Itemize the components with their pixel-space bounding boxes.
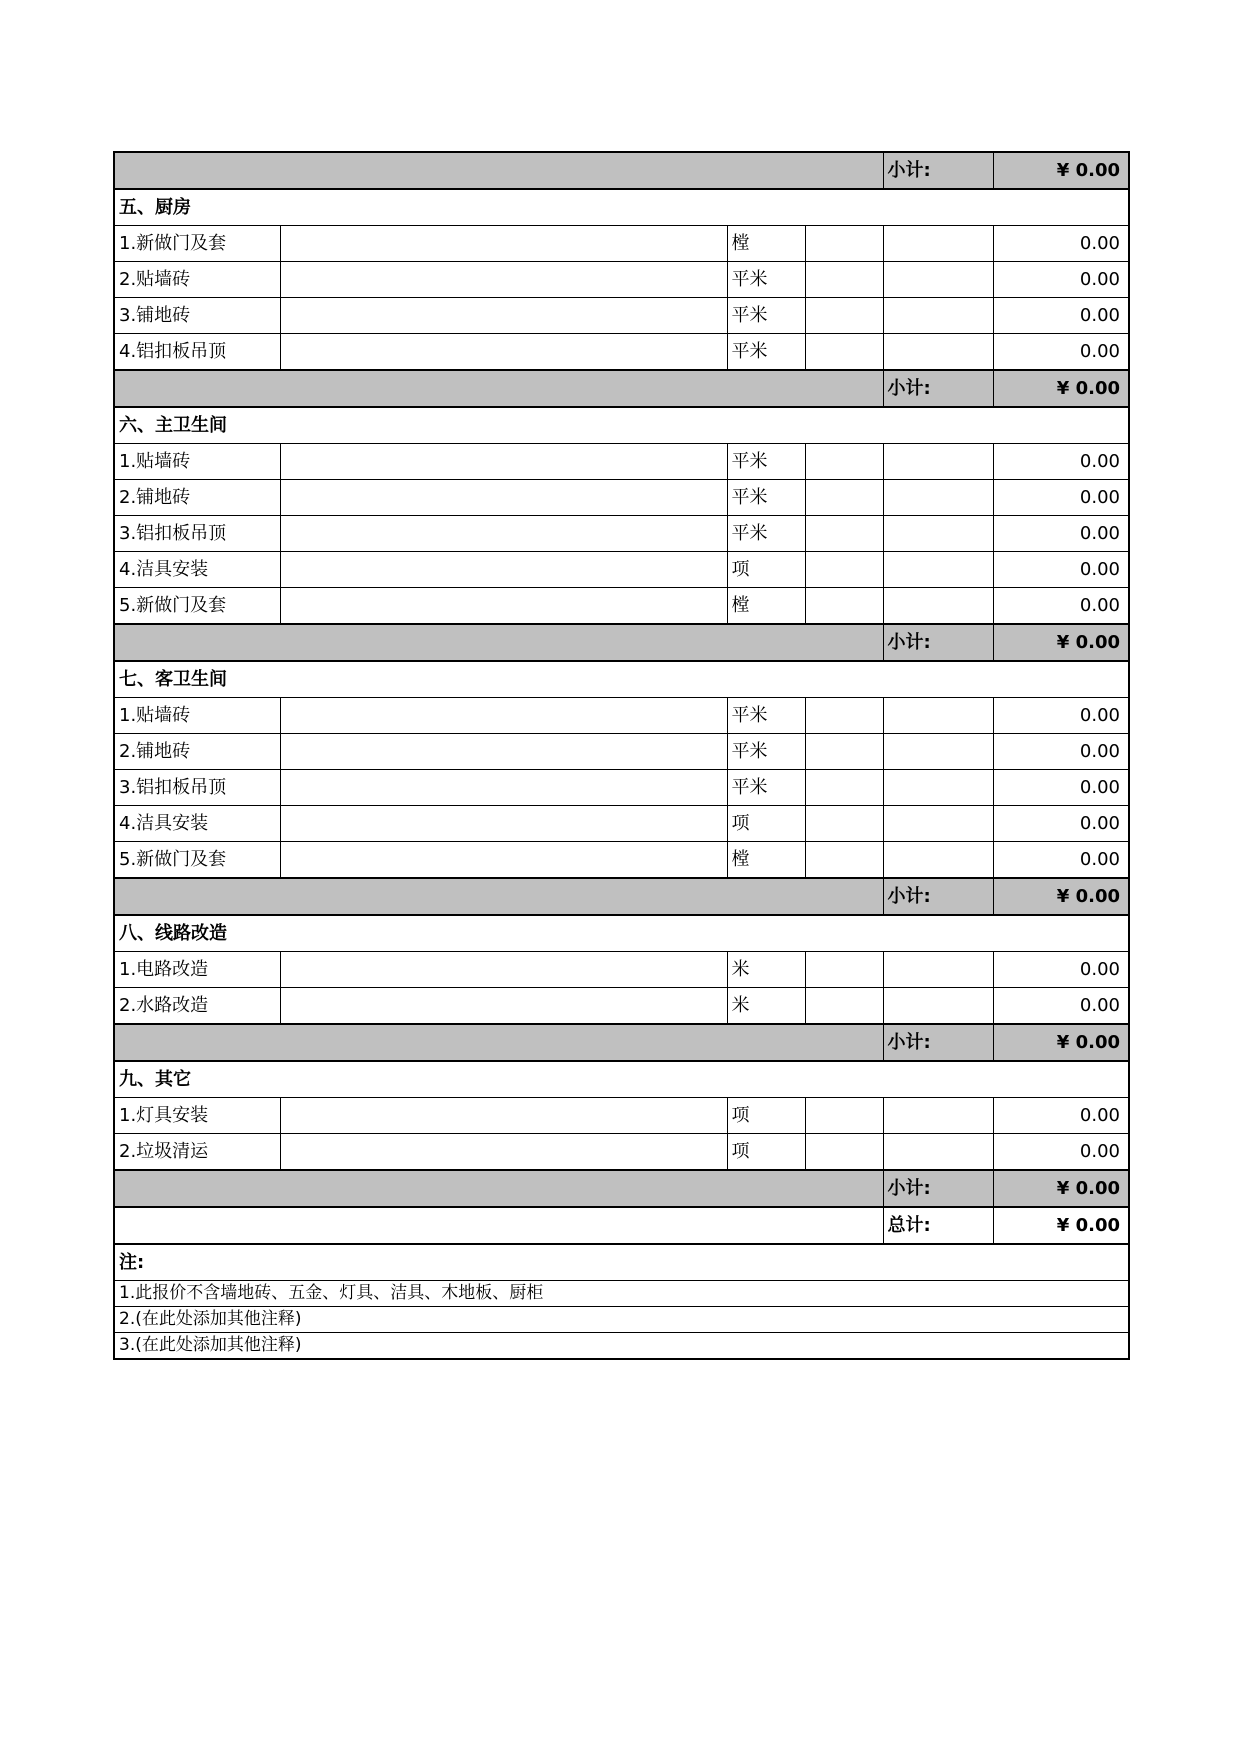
total-value: ¥ 0.00 <box>993 1207 1129 1244</box>
item-row <box>114 226 1129 262</box>
item-row <box>114 806 1129 842</box>
item-row <box>114 552 1129 588</box>
subtotal-value: ¥ 0.00 <box>993 878 1129 915</box>
subtotal-label: 小计: <box>883 152 993 189</box>
item-spec-cell <box>280 806 727 842</box>
top-subtotal-row <box>114 152 1129 189</box>
item-price-cell <box>883 226 993 262</box>
item-row <box>114 1134 1129 1171</box>
item-quantity-cell <box>805 952 883 988</box>
item-spec-cell <box>280 734 727 770</box>
subtotal-blank-cell <box>114 152 883 189</box>
item-row <box>114 334 1129 371</box>
item-name: 5.新做门及套 <box>114 842 280 879</box>
item-amount: 0.00 <box>993 298 1129 334</box>
item-quantity-cell <box>805 516 883 552</box>
item-unit: 米 <box>727 988 805 1025</box>
item-row <box>114 734 1129 770</box>
section-title: 六、主卫生间 <box>114 407 1129 444</box>
item-name: 4.洁具安装 <box>114 552 280 588</box>
item-spec-cell <box>280 988 727 1025</box>
item-amount: 0.00 <box>993 806 1129 842</box>
total-blank-cell <box>114 1207 883 1244</box>
subtotal-value: ¥ 0.00 <box>993 1024 1129 1061</box>
item-price-cell <box>883 698 993 734</box>
item-unit: 项 <box>727 552 805 588</box>
note-line: 3.(在此处添加其他注释) <box>114 1333 1129 1360</box>
item-name: 4.洁具安装 <box>114 806 280 842</box>
item-spec-cell <box>280 480 727 516</box>
item-amount: 0.00 <box>993 770 1129 806</box>
subtotal-row <box>114 878 1129 915</box>
subtotal-row <box>114 1170 1129 1207</box>
item-price-cell <box>883 988 993 1025</box>
item-spec-cell <box>280 698 727 734</box>
item-row <box>114 952 1129 988</box>
item-amount: 0.00 <box>993 334 1129 371</box>
item-row <box>114 988 1129 1025</box>
item-name: 1.新做门及套 <box>114 226 280 262</box>
item-amount: 0.00 <box>993 552 1129 588</box>
item-unit: 平米 <box>727 262 805 298</box>
subtotal-blank-cell <box>114 370 883 407</box>
item-row <box>114 480 1129 516</box>
item-unit: 项 <box>727 1098 805 1134</box>
item-spec-cell <box>280 1134 727 1171</box>
item-price-cell <box>883 516 993 552</box>
section-header-row <box>114 661 1129 698</box>
subtotal-label: 小计: <box>883 1024 993 1061</box>
item-amount: 0.00 <box>993 1134 1129 1171</box>
item-name: 3.铝扣板吊顶 <box>114 516 280 552</box>
subtotal-value: ¥ 0.00 <box>993 370 1129 407</box>
subtotal-blank-cell <box>114 878 883 915</box>
subtotal-row <box>114 624 1129 661</box>
note-row <box>114 1281 1129 1307</box>
item-unit: 平米 <box>727 298 805 334</box>
item-quantity-cell <box>805 806 883 842</box>
notes-title: 注: <box>114 1244 1129 1281</box>
item-quantity-cell <box>805 444 883 480</box>
item-unit: 平米 <box>727 480 805 516</box>
item-spec-cell <box>280 588 727 625</box>
item-unit: 平米 <box>727 516 805 552</box>
item-row <box>114 842 1129 879</box>
item-spec-cell <box>280 262 727 298</box>
item-price-cell <box>883 770 993 806</box>
note-row <box>114 1307 1129 1333</box>
subtotal-blank-cell <box>114 1024 883 1061</box>
item-unit: 樘 <box>727 842 805 879</box>
item-quantity-cell <box>805 1098 883 1134</box>
item-spec-cell <box>280 770 727 806</box>
item-price-cell <box>883 298 993 334</box>
subtotal-label: 小计: <box>883 1170 993 1207</box>
item-unit: 平米 <box>727 734 805 770</box>
item-quantity-cell <box>805 262 883 298</box>
note-line: 1.此报价不含墙地砖、五金、灯具、洁具、木地板、厨柜 <box>114 1281 1129 1307</box>
item-quantity-cell <box>805 988 883 1025</box>
item-name: 1.电路改造 <box>114 952 280 988</box>
item-name: 2.贴墙砖 <box>114 262 280 298</box>
item-spec-cell <box>280 298 727 334</box>
item-amount: 0.00 <box>993 262 1129 298</box>
subtotal-label: 小计: <box>883 878 993 915</box>
subtotal-row <box>114 370 1129 407</box>
item-unit: 平米 <box>727 698 805 734</box>
item-quantity-cell <box>805 226 883 262</box>
note-line: 2.(在此处添加其他注释) <box>114 1307 1129 1333</box>
item-price-cell <box>883 1098 993 1134</box>
item-quantity-cell <box>805 770 883 806</box>
item-name: 2.铺地砖 <box>114 480 280 516</box>
item-amount: 0.00 <box>993 480 1129 516</box>
item-quantity-cell <box>805 298 883 334</box>
section-header-row <box>114 189 1129 226</box>
item-quantity-cell <box>805 334 883 371</box>
subtotal-row <box>114 1024 1129 1061</box>
subtotal-value: ¥ 0.00 <box>993 1170 1129 1207</box>
grand-total-row <box>114 1207 1129 1244</box>
item-price-cell <box>883 480 993 516</box>
item-name: 1.灯具安装 <box>114 1098 280 1134</box>
subtotal-label: 小计: <box>883 370 993 407</box>
item-unit: 平米 <box>727 770 805 806</box>
subtotal-blank-cell <box>114 624 883 661</box>
item-spec-cell <box>280 842 727 879</box>
item-spec-cell <box>280 952 727 988</box>
item-quantity-cell <box>805 1134 883 1171</box>
subtotal-value: ¥ 0.00 <box>993 152 1129 189</box>
item-price-cell <box>883 444 993 480</box>
item-price-cell <box>883 1134 993 1171</box>
item-quantity-cell <box>805 734 883 770</box>
item-row <box>114 770 1129 806</box>
item-name: 2.水路改造 <box>114 988 280 1025</box>
item-spec-cell <box>280 334 727 371</box>
item-amount: 0.00 <box>993 952 1129 988</box>
item-price-cell <box>883 734 993 770</box>
item-spec-cell <box>280 1098 727 1134</box>
item-unit: 项 <box>727 1134 805 1171</box>
item-amount: 0.00 <box>993 226 1129 262</box>
item-price-cell <box>883 952 993 988</box>
item-name: 4.铝扣板吊顶 <box>114 334 280 371</box>
total-label: 总计: <box>883 1207 993 1244</box>
subtotal-label: 小计: <box>883 624 993 661</box>
item-price-cell <box>883 588 993 625</box>
item-row <box>114 298 1129 334</box>
item-unit: 平米 <box>727 444 805 480</box>
subtotal-blank-cell <box>114 1170 883 1207</box>
item-row <box>114 1098 1129 1134</box>
note-row <box>114 1333 1129 1360</box>
item-price-cell <box>883 552 993 588</box>
item-name: 1.贴墙砖 <box>114 444 280 480</box>
item-amount: 0.00 <box>993 1098 1129 1134</box>
item-name: 3.铺地砖 <box>114 298 280 334</box>
section-header-row <box>114 407 1129 444</box>
item-price-cell <box>883 334 993 371</box>
item-name: 3.铝扣板吊顶 <box>114 770 280 806</box>
item-spec-cell <box>280 516 727 552</box>
item-amount: 0.00 <box>993 734 1129 770</box>
item-amount: 0.00 <box>993 444 1129 480</box>
section-title: 九、其它 <box>114 1061 1129 1098</box>
section-header-row <box>114 1061 1129 1098</box>
item-spec-cell <box>280 552 727 588</box>
item-quantity-cell <box>805 588 883 625</box>
item-unit: 樘 <box>727 226 805 262</box>
subtotal-value: ¥ 0.00 <box>993 624 1129 661</box>
item-unit: 米 <box>727 952 805 988</box>
item-price-cell <box>883 262 993 298</box>
item-row <box>114 588 1129 625</box>
section-title: 五、厨房 <box>114 189 1129 226</box>
item-row <box>114 516 1129 552</box>
item-amount: 0.00 <box>993 842 1129 879</box>
item-price-cell <box>883 842 993 879</box>
item-name: 5.新做门及套 <box>114 588 280 625</box>
quotation-table <box>113 151 1130 1360</box>
item-name: 2.垃圾清运 <box>114 1134 280 1171</box>
item-name: 1.贴墙砖 <box>114 698 280 734</box>
item-row <box>114 444 1129 480</box>
item-spec-cell <box>280 444 727 480</box>
item-quantity-cell <box>805 842 883 879</box>
section-title: 八、线路改造 <box>114 915 1129 952</box>
item-row <box>114 262 1129 298</box>
notes-header-row <box>114 1244 1129 1281</box>
item-row <box>114 698 1129 734</box>
item-name: 2.铺地砖 <box>114 734 280 770</box>
item-price-cell <box>883 806 993 842</box>
item-unit: 平米 <box>727 334 805 371</box>
item-quantity-cell <box>805 480 883 516</box>
item-quantity-cell <box>805 698 883 734</box>
section-title: 七、客卫生间 <box>114 661 1129 698</box>
item-unit: 樘 <box>727 588 805 625</box>
item-amount: 0.00 <box>993 988 1129 1025</box>
item-amount: 0.00 <box>993 516 1129 552</box>
section-header-row <box>114 915 1129 952</box>
item-quantity-cell <box>805 552 883 588</box>
item-unit: 项 <box>727 806 805 842</box>
item-amount: 0.00 <box>993 588 1129 625</box>
item-spec-cell <box>280 226 727 262</box>
item-amount: 0.00 <box>993 698 1129 734</box>
